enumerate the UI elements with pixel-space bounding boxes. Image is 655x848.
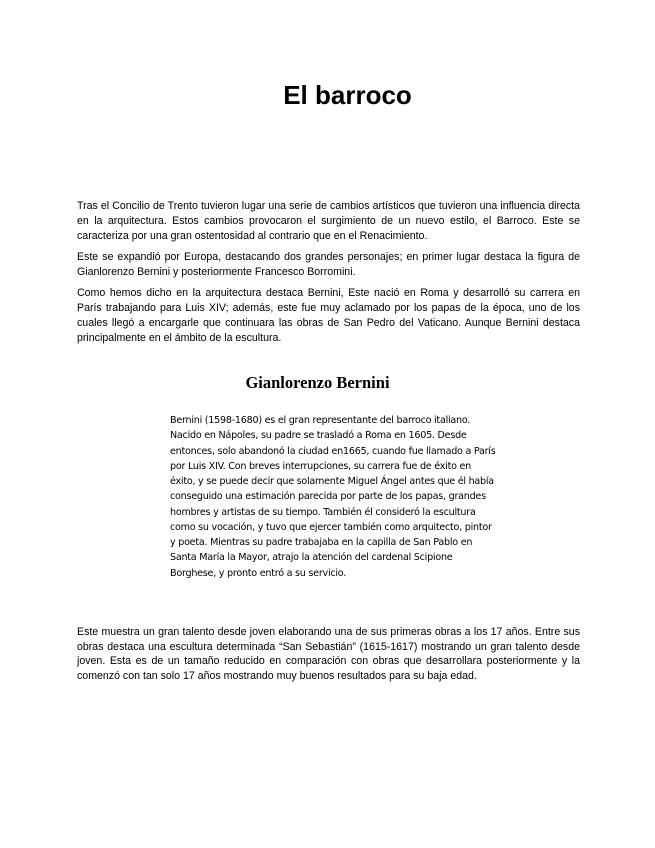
- intro-section: [77, 199, 580, 352]
- intro-paragraph: Tras el Concilio de Trento tuvieron lugar una serie de cambios artísticos que tuvieron una influencia directa en la arquitectura. Estos cambios provocaron el surgimiento de un nuevo estilo, el Barroco. Este se caracteriza por una gran ostentosidad al contrario que en el Renacimiento.: [77, 200, 580, 242]
- intro-paragraph: Como hemos dicho en la arquitectura destaca Bernini, Este nació en Roma y desarrolló su carrera en París trabajando para Luis XIV; además, este fue muy aclamado por los papas de la época, uno de los cuales llegó a encargarle que continuara las obras de San Pedro del Vaticano. Aunque Bernini destaca principalmente en el ámbito de la escultura.: [77, 287, 580, 344]
- page-title: El barroco: [283, 80, 412, 110]
- closing-paragraph: Este muestra un gran talento desde joven elaborando una de sus primeras obras a los 17 años. Entre sus obras destaca una escultura determinada “San Sebastián” (1615-1617) mostrando un gran talento desde joven. Esta es de un tamaño reducido en comparación con obras que desarrollara posteriormente y la comenzó con tan solo 17 años mostrando muy buenos resultados para su baja edad.: [77, 626, 580, 682]
- intro-paragraph: Este se expandió por Europa, destacando dos grandes personajes; en primer lugar destaca la figura de Gianlorenzo Bernini y posteriormente Francesco Borromini.: [77, 251, 580, 278]
- bio-paragraph: Bernini (1598-1680) es el gran representante del barroco italiano. Nacido en Nápoles, su padre se trasladó a Roma en 1605. Desde entonces, solo abandonó la ciudad en1665, cuando fue llamado a París por Luis XIV. Con breves interrupciones, su carrera fue de éxito en éxito, y se puede decir que solamente Miguel Ángel antes que él había conseguido una estimación parecida por parte de los papas, grandes hombres y artistas de su tiempo. También él consideró la escultura como su vocación, y tuvo que ejercer también como arquitecto, pintor y poeta. Mientras su padre trabajaba en la capilla de San Pablo en Santa María la Mayor, atrajo la atención del cardenal Scipione Borghese, y pronto entró a su servicio.: [170, 415, 496, 579]
- section-heading: Gianlorenzo Bernini: [245, 373, 390, 392]
